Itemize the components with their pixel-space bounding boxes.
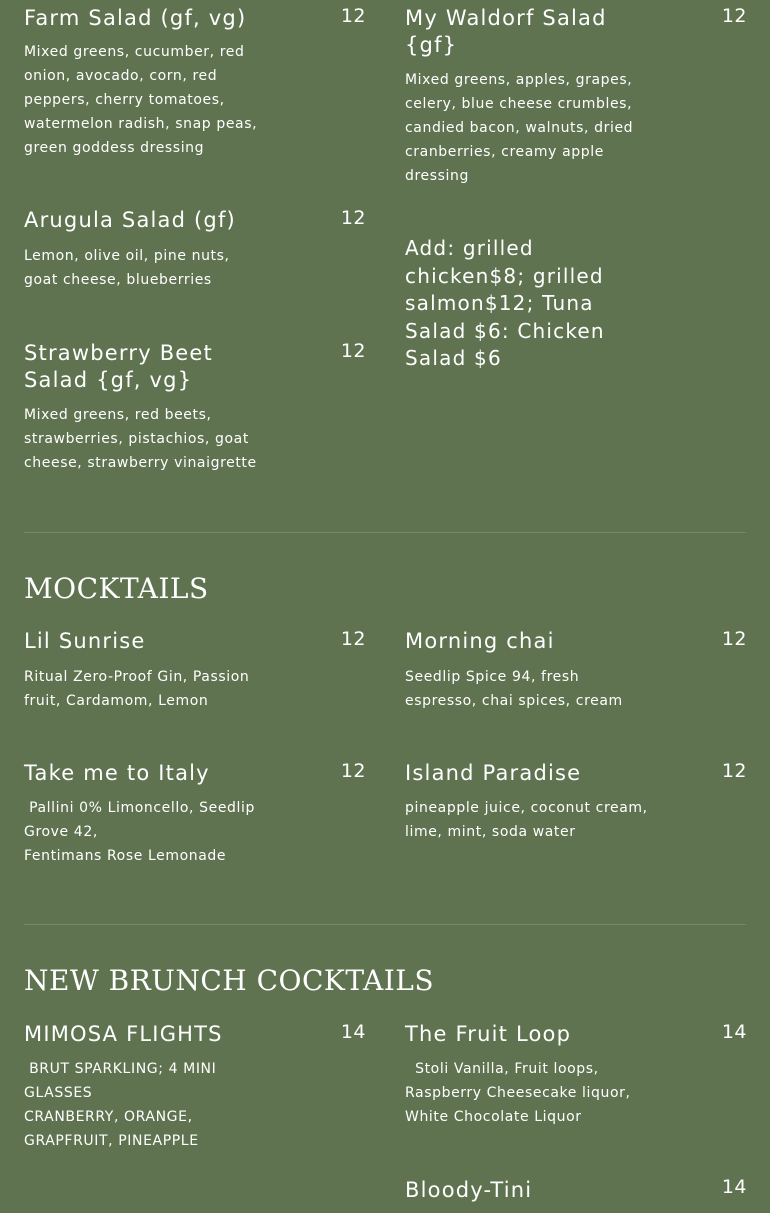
item-name: Morning chai bbox=[405, 629, 555, 653]
item-name: MIMOSA FLIGHTS bbox=[24, 1022, 223, 1046]
item-description: pineapple juice, coconut cream, lime, mint, soda water bbox=[405, 800, 648, 840]
item-name: The Fruit Loop bbox=[405, 1022, 572, 1046]
item-description: Pallini 0% Limoncello, Seedlip Grove 42, Fentimans Rose Lemonade bbox=[24, 800, 255, 864]
item-price: 12 bbox=[340, 760, 366, 782]
item-description: Mixed greens, red beets, strawberries, pistachios, goat cheese, strawberry vinaigrette bbox=[24, 407, 257, 471]
item-price: 12 bbox=[340, 628, 366, 650]
section-title-brunch-cocktails: NEW BRUNCH COCKTAILS bbox=[24, 964, 435, 997]
item-description: Seedlip Spice 94, fresh espresso, chai spices, cream bbox=[405, 669, 623, 709]
item-description: Lemon, olive oil, pine nuts, goat cheese, blueberries bbox=[24, 248, 230, 288]
item-price: 12 bbox=[721, 5, 747, 27]
item-name: Farm Salad (gf, vg) bbox=[24, 6, 247, 30]
item-description: Stoli Vanilla, Fruit loops, Raspberry Cheesecake liquor, White Chocolate Liquor bbox=[405, 1061, 636, 1125]
section-divider bbox=[24, 924, 746, 925]
item-name: My Waldorf Salad {gf} bbox=[405, 6, 607, 57]
item-name: Lil Sunrise bbox=[24, 629, 146, 653]
section-divider bbox=[24, 532, 746, 533]
item-price: 12 bbox=[340, 340, 366, 362]
item-price: 12 bbox=[721, 628, 747, 650]
section-title-mocktails: MOCKTAILS bbox=[24, 572, 209, 605]
item-name: Strawberry Beet Salad {gf, vg} bbox=[24, 341, 213, 392]
item-price: 14 bbox=[721, 1021, 747, 1043]
item-description: Ritual Zero-Proof Gin, Passion fruit, Cardamom, Lemon bbox=[24, 669, 250, 709]
item-description: Mixed greens, cucumber, red onion, avocado, corn, red peppers, cherry tomatoes, watermelon radish, snap peas, green goddess dressing bbox=[24, 44, 258, 156]
item-price: 12 bbox=[340, 5, 366, 27]
item-name: Island Paradise bbox=[405, 761, 582, 785]
item-price: 12 bbox=[721, 760, 747, 782]
salad-addons: Add: grilled chicken$8; grilled salmon$12; Tuna Salad $6: Chicken Salad $6 bbox=[405, 236, 605, 370]
item-name: Bloody-Tini bbox=[405, 1178, 533, 1202]
item-name: Take me to Italy bbox=[24, 761, 210, 785]
item-description: BRUT SPARKLING; 4 MINI GLASSES CRANBERRY, ORANGE, GRAPFRUIT, PINEAPPLE bbox=[24, 1061, 217, 1149]
item-price: 14 bbox=[340, 1021, 366, 1043]
item-price: 12 bbox=[340, 207, 366, 229]
item-description: Mixed greens, apples, grapes, celery, blue cheese crumbles, candied bacon, walnuts, dried cranberries, creamy apple dressing bbox=[405, 72, 634, 184]
item-price: 14 bbox=[721, 1176, 747, 1198]
item-name: Arugula Salad (gf) bbox=[24, 208, 236, 232]
